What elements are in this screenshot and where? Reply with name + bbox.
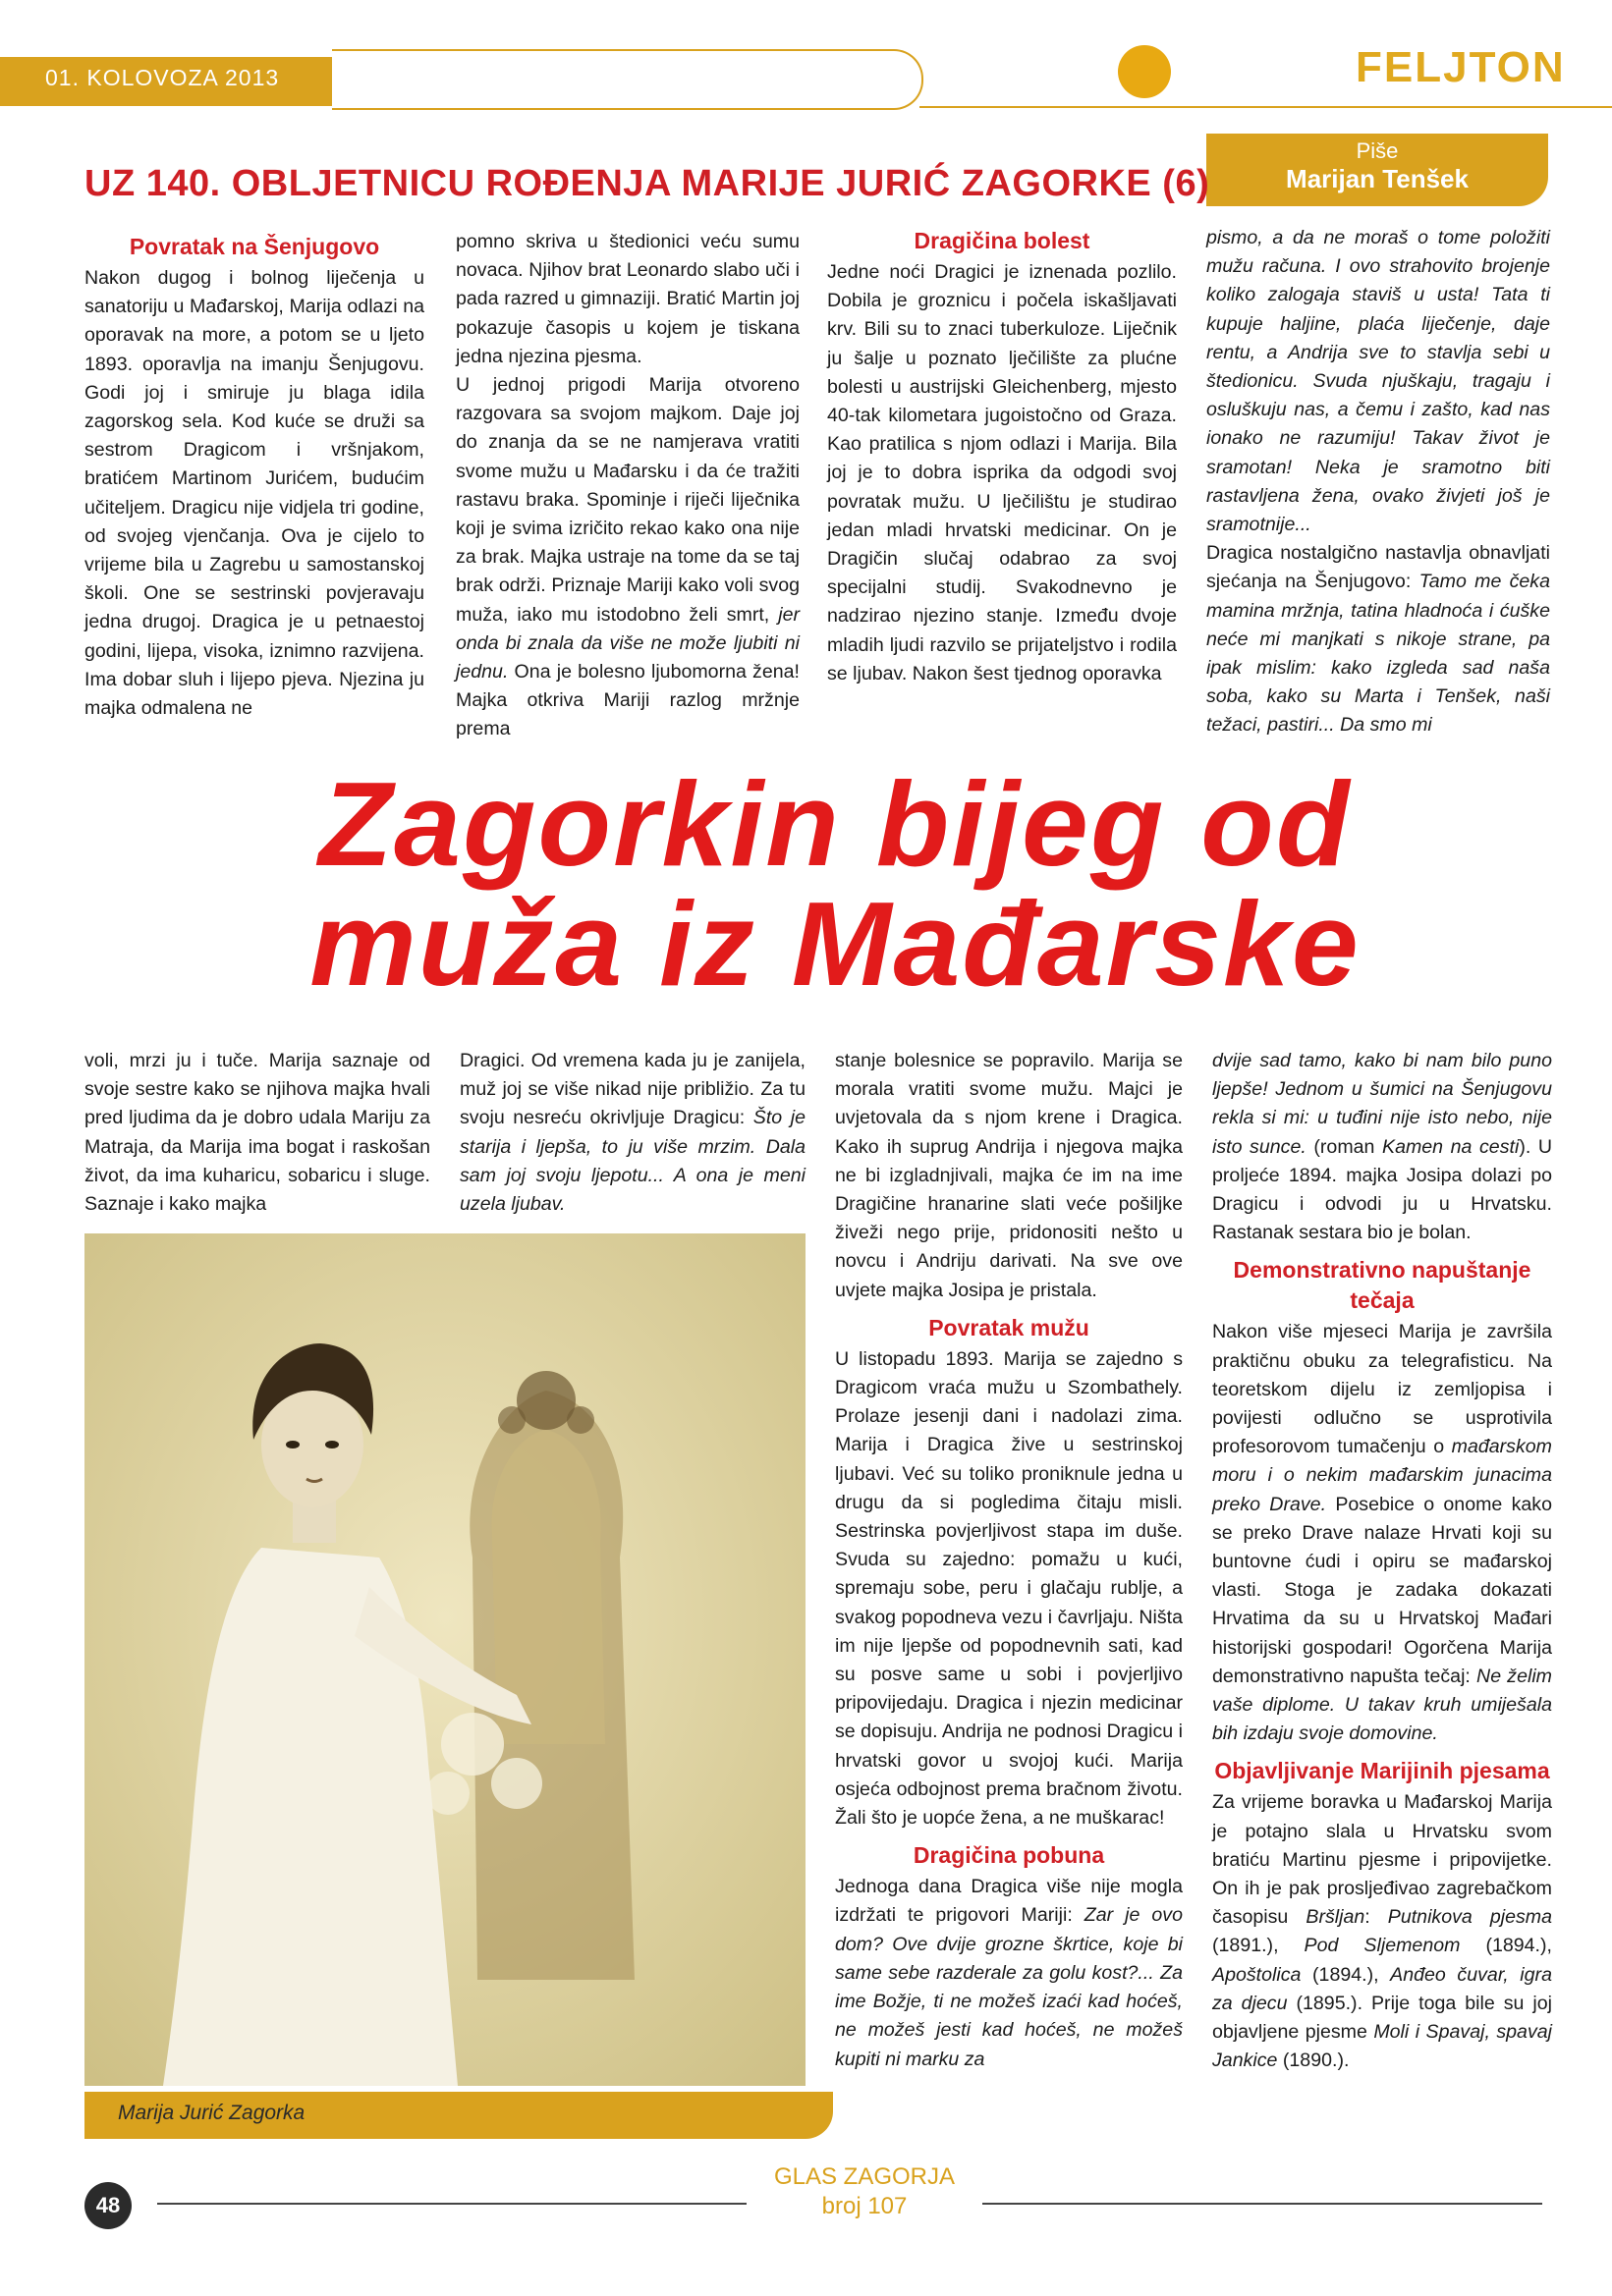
paragraph: Jednoga dana Dragica više nije mogla izdržati te prigovori Mariji: Zar je ovo dom? Ove dvije grozne škrtice, koje bi same sebe razderale za golu kost?... Za ime Božje, ti ne možeš izaći kad hoćeš, ne možeš jesti kad hoćeš, ne možeš kupiti ni marku za [835, 1876, 1183, 2070]
subheading: Povratak na Šenjugovo [129, 234, 380, 259]
article-column-4-bottom [1212, 1047, 1552, 2076]
photo-caption: Marija Jurić Zagorka [118, 2102, 306, 2124]
section-name: FELJTON [1356, 43, 1566, 91]
article-column-4-top [1206, 224, 1550, 740]
subheading: Dragičina pobuna [913, 1842, 1105, 1869]
portrait-illustration [84, 1233, 806, 2086]
subheading: Dragičina bolest [914, 228, 1090, 253]
paragraph: Dragici. Od vremena kada ju je zanijela, muž joj se više nikad nije približio. Za tu svoju nesreću okrivljuje Dragicu: Što je starija i ljepša, to ju više mrzim. Dala sam joj svoju ljepotu... A ona je meni uzela ljubav. [460, 1050, 806, 1216]
header-rule [919, 106, 1612, 108]
author-box [1206, 134, 1548, 206]
page-number: 48 [84, 2182, 132, 2229]
paragraph: stanje bolesnice se popravilo. Marija se morala vratiti svome mužu. Majci je uvjetovala da s njom krene i Dragica. Kako ih suprug Andrija i njegova majka ne bi izgladnjivali, majka će im na ime Dragičine hranarine slati veće pošiljke živeži nego prije, pridonositi nešto u novcu i Andriju darivati. Na sve ove uvjete majka Josipa je pristala. [835, 1050, 1183, 1301]
portrait-photo [84, 1233, 806, 2086]
footer-rule-left [157, 2203, 747, 2205]
header-dot-icon [1118, 45, 1171, 98]
footer-rule-right [982, 2203, 1542, 2205]
paragraph: Za vrijeme boravka u Mađarskoj Marija je potajno slala u Hrvatsku svom bratiću Martinu pjesme i pripovijetke. On ih je pak prosljeđivao zagrebačkom časopisu Bršljan: Putnikova pjesma (1891.), Pod Sljemenom (1894.), Apoštolica (1894.), Anđeo čuvar, igra za djecu (1895.). Prije toga bile su joj objavljene pjesme Moli i Spavaj, spavaj Jankice (1890.). [1212, 1791, 1553, 2072]
headline-line-2: muža iz Mađarske [309, 877, 1361, 1011]
series-title: UZ 140. OBLJETNICU ROĐENJA MARIJE JURIĆ ZAGORKE (6) [84, 163, 1210, 204]
header-pill [332, 49, 923, 110]
paragraph: pismo, a da ne moraš o tome položiti mužu računa. I ovo strahovito brojenje koliko zalogaja staviš u usta! Tata ti kupuje haljine, plaća liječenje, daje rentu, a Andrija sve to stavlja sebi u štedionicu. Svuda njuškaju, tragaju i osluškuju nas, a čemu i zašto, kad nas ionako ne razumiju! Takav život je sramotan! Neka je sramotno biti rastavljena žena, ovako živjeti još je sramotnije... [1206, 227, 1550, 536]
paragraph: Nakon više mjeseci Marija je završila praktičnu obuku za telegrafisticu. Na teoretskom dijelu iz zemljopisa i povijesti odlučno se usprotivila profesorovom tumačenju o mađarskom moru i o nekim mađarskim junacima preko Drave. Posebice o onome kako se preko Drave nalaze Hrvati koji su buntovne ćudi i opiru se mađarskoj vlasti. Stoga je zadaka dokazati Hrvatima da su u Hrvatskoj Mađari historijski gospodari! Ogorčena Marija demonstrativno napušta tečaj: Ne želim vaše diplome. U takav kruh umiješala bih izdaju svoje domovine. [1212, 1321, 1553, 1745]
paragraph: U jednoj prigodi Marija otvoreno razgovara sa svojom majkom. Daje joj do znanja da se ne namjerava vratiti svome mužu u Mađarsku i da će tražiti rastavu braka. Spominje i riječi liječnika koji je svima izričito rekao kako ona nije za brak. Majka ustraje na tome da se taj brak održi. Priznaje Mariji kako voli svog muža, iako mu istodobno želi smrt, jer onda bi znala da više ne može ljubiti ni jednu. Ona je bolesno ljubomorna žena! Majka otkriva Mariji razlog mržnje prema [456, 374, 800, 740]
article-column-2-bottom [460, 1047, 806, 1219]
article-column-2-top [456, 228, 800, 744]
subheading: Objavljivanje Marijinih pjesama [1214, 1758, 1550, 1784]
subheading: Povratak mužu [928, 1314, 1089, 1340]
paragraph: Dragica nostalgično nastavlja obnavljati sjećanja na Šenjugovo: Tamo me čeka mamina mržnja, tatina hladnoća i ćuške neće mi manjkati s nikoje strane, pa ipak mislim: kako izgleda sad naša soba, kako su Marta i Tenšek, naši težaci, pastiri... Da smo mi [1206, 542, 1551, 737]
paragraph: pomno skriva u štedionici veću sumu novaca. Njihov brat Leonardo slabo uči i pada razred u gimnaziji. Bratić Martin joj pokazuje časopis u kojem je tiskana jedna njezina pjesma. [456, 231, 800, 367]
issue-date: 01. KOLOVOZA 2013 [45, 65, 280, 90]
paragraph: dvije sad tamo, kako bi nam bilo puno ljepše! Jednom u šumici na Šenjugovu rekla si mi: u tuđini nije isto nebo, nije isto sunce. (roman Kamen na cesti). U proljeće 1894. majka Josipa dolazi po Dragicu i odvodi ju u Hrvatsku. Rastanak sestara bio je bolan. [1212, 1050, 1552, 1244]
paragraph: Nakon dugog i bolnog liječenja u sanatoriju u Mađarskoj, Marija odlazi na oporavak na more, a potom se u ljeto 1893. oporavlja na imanju Šenjugovu. Godi joj i smiruje ju blaga idila zagorskog sela. Kod kuće se druži sa sestrom Dragicom i vršnjakom, bratićem Martinom Jurićem, budućim učiteljem. Dragicu nije vidjela tri godine, od svojeg vjenčanja. Ova je cijelo to vrijeme bila u Zagrebu u samostanskoj školi. One se sestrinski povjeravaju jedna drugoj. Dragica je u petnaestoj godini, lijepa, visoka, iznimno razvijena. Ima dobar sluh i lijepo pjeva. Njezina ju majka odmalena ne [84, 267, 424, 720]
subheading: Demonstrativno napuštanje tečaja [1233, 1257, 1531, 1314]
headline [147, 757, 1523, 1011]
author-name: Marijan Tenšek [1286, 164, 1469, 193]
article-column-1-top [84, 232, 424, 723]
article-column-3-top [827, 226, 1177, 688]
article-column-3-bottom [835, 1047, 1183, 2074]
author-label: Piše [1356, 138, 1399, 163]
issue-number: broj 107 [821, 2193, 908, 2219]
article-column-1-bottom [84, 1047, 430, 1219]
paragraph: voli, mrzi ju i tuče. Marija saznaje od svoje sestre kako se njihova majka hvali pred ljudima da je dobro udala Mariju za Matraja, da Marija ima bogat i raskošan život, da ima kuharicu, sobaricu i sluge. Saznaje i kako majka [84, 1050, 430, 1216]
paragraph: U listopadu 1893. Marija se zajedno s Dragicom vraća mužu u Szombathely. Prolaze jesenji dani i nadolazi zima. Marija i Dragica žive u sestrinskoj ljubavi. Već su toliko proniknule jedna u drugu da si pogledima čitaju misli. Sestrinska povjerljivost stapa im duše. Svuda su zajedno: pomažu u kući, spremaju sobe, peru i glačaju rublje, a svakog popodneva vezu i čavrljaju. Ništa im nije ljepše od popodnevnih sati, kad su posve same u sobi i povjerljivo pripovijedaju. Dragica i njezin medicinar se dopisuju. Andrija ne podnosi Dragicu i hrvatski govor u svojoj kući. Marija osjeća odbojnost prema bračnom životu. Žali što je uopće žena, a ne muškarac! [835, 1347, 1183, 1830]
footer-publication [766, 2162, 963, 2221]
publication-name: GLAS ZAGORJA [773, 2163, 956, 2190]
paragraph: Jedne noći Dragici je iznenada pozlilo. Dobila je groznicu i počela iskašljavati krv. Bili su to znaci tuberkuloze. Liječnik ju šalje u poznato lječilište za plućne bolesti u austrijski Gleichenberg, mjesto 40-tak kilometara jugoistočno od Graza. Kao pratilica s njom odlazi i Marija. Bila joj je to dobra isprika da odgodi svoj povratak mužu. U lječilištu je studirao jedan mladi hrvatski medicinar. On je Dragičin slučaj odabrao za svoj specijalni studij. Svakodnevno je nadzirao njezino stanje. Između dvoje mladih ljudi razvilo se prijateljstvo i rodila se ljubav. Nakon šest tjednog oporavka [827, 261, 1177, 684]
headline-line-1: Zagorkin bijeg od [318, 757, 1352, 891]
